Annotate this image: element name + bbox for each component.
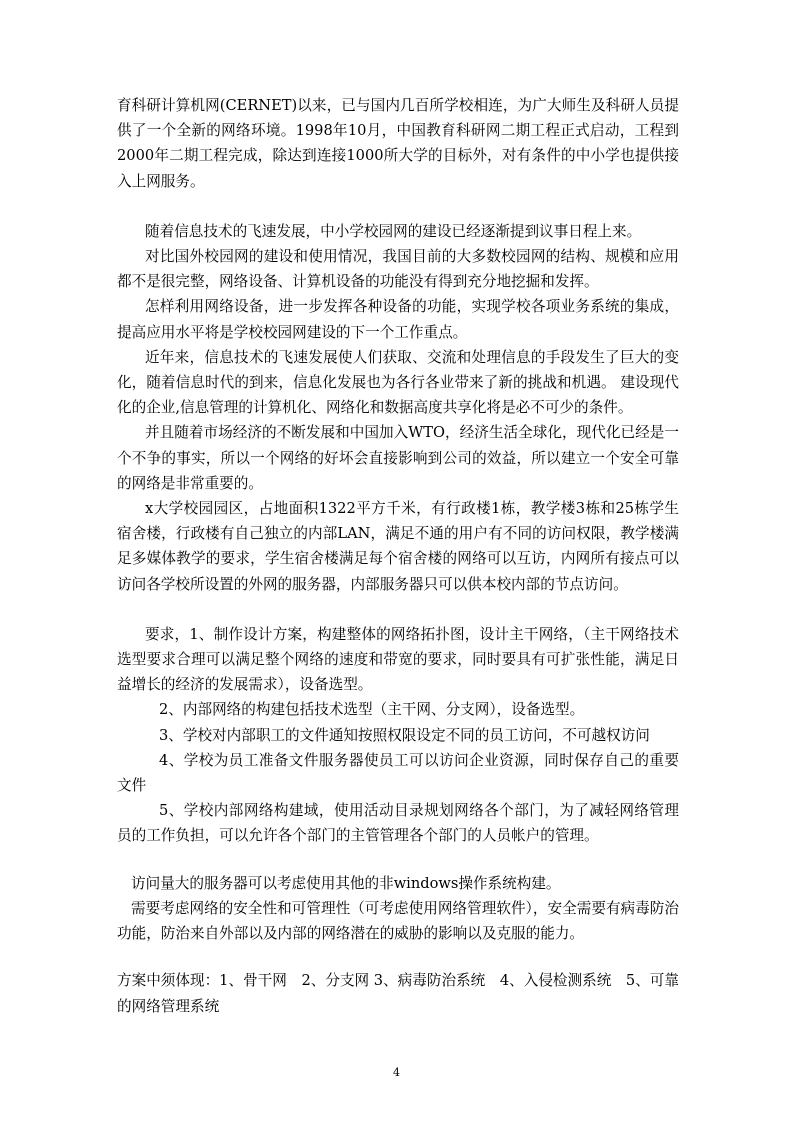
paragraph-non-windows-servers: 访问量大的服务器可以考虑使用其他的非windows操作系统构建。 xyxy=(131,874,561,892)
paragraph-requirement-2: 2、内部网络的构建包括技术选型（主干网、分支网），设备选型。 xyxy=(159,701,585,719)
paragraph-security-manageability: 需要考虑网络的安全性和可管理性（可考虑使用网络管理软件），安全需要有病毒防治功能，防治来自外部以及内部的网络潜在的威胁的影响以及克服的能力。 xyxy=(117,899,679,943)
paragraph-requirement-5: 5、学校内部网络构建域，使用活动目录规划网络各个部门，为了减轻网络管理员的工作负担，可以允许各个部门的主管管理各个部门的人员帐户的管理。 xyxy=(117,802,679,845)
paragraph-campus-description: x大学校园园区，占地面积1322平方千米，有行政楼1栋，教学楼3栋和25栋学生宿舍楼，行政楼有自己独立的内部LAN，满足不通的用户有不同的访问权限，教学楼满足多媒体教学的要求，学生宿舍楼满足每个宿舍楼的网络可以互访，内网所有接点可以访问各学校所设置的外网的服务器，内部服务器只可以供本校内部的节点访问。 xyxy=(117,500,679,593)
paragraph-comparison-abroad: 对比国外校园网的建设和使用情况，我国目前的大多数校园网的结构、规模和应用都不是很完整，网络设备、计算机设备的功能没有得到充分地挖掘和发挥。 xyxy=(117,248,679,291)
paragraph-requirement-1: 要求，1、制作设计方案，构建整体的网络拓扑图，设计主干网络，（主干网络技术选型要求合理可以满足整个网络的速度和带宽的要求，同时要具有可扩张性能，满足日益增长的经济的发展需求），设备选型。 xyxy=(117,625,679,694)
page-number: 4 xyxy=(393,1066,400,1079)
paragraph-requirement-3: 3、学校对内部职工的文件通知按照权限设定不同的员工访问，不可越权访问 xyxy=(159,726,650,744)
paragraph-next-focus: 怎样利用网络设备，进一步发挥各种设备的功能，实现学校各项业务系统的集成，提高应用水平将是学校校园网建设的下一个工作重点。 xyxy=(117,298,679,341)
document-body xyxy=(117,93,679,1019)
paragraph-cernet-intro: 育科研计算机网(CERNET)以来，已与国内几百所学校相连，为广大师生及科研人员提供了一个全新的网络环境。1998年10月，中国教育科研网二期工程正式启动，工程到2000年二期工程完成，除达到连接1000所大学的目标外，对有条件的中小学也提供接入上网服务。 xyxy=(117,97,679,190)
paragraph-information-age: 近年来，信息技术的飞速发展使人们获取、交流和处理信息的手段发生了巨大的变化，随着信息时代的到来，信息化发展也为各行各业带来了新的挑战和机遇。 建设现代化的企业,信息管理的计算机化、网络化和数据高度共享化将是必不可少的条件。 xyxy=(117,348,679,417)
paragraph-campus-network-agenda: 随着信息技术的飞速发展，中小学校园网的建设已经逐渐提到议事日程上来。 xyxy=(145,222,642,240)
paragraph-market-economy: 并且随着市场经济的不断发展和中国加入WTO，经济生活全球化，现代化已经是一个不争的事实，所以一个网络的好坏会直接影响到公司的效益，所以建立一个安全可靠的网络是非常重要的。 xyxy=(117,424,679,492)
paragraph-requirement-4: 4、学校为员工准备文件服务器使员工可以访问企业资源，同时保存自己的重要文件 xyxy=(117,751,679,795)
paragraph-solution-components: 方案中须体现：1、骨干网 2、分支网 3、病毒防治系统 4、入侵检测系统 5、可靠的网络管理系统 xyxy=(117,972,679,1015)
